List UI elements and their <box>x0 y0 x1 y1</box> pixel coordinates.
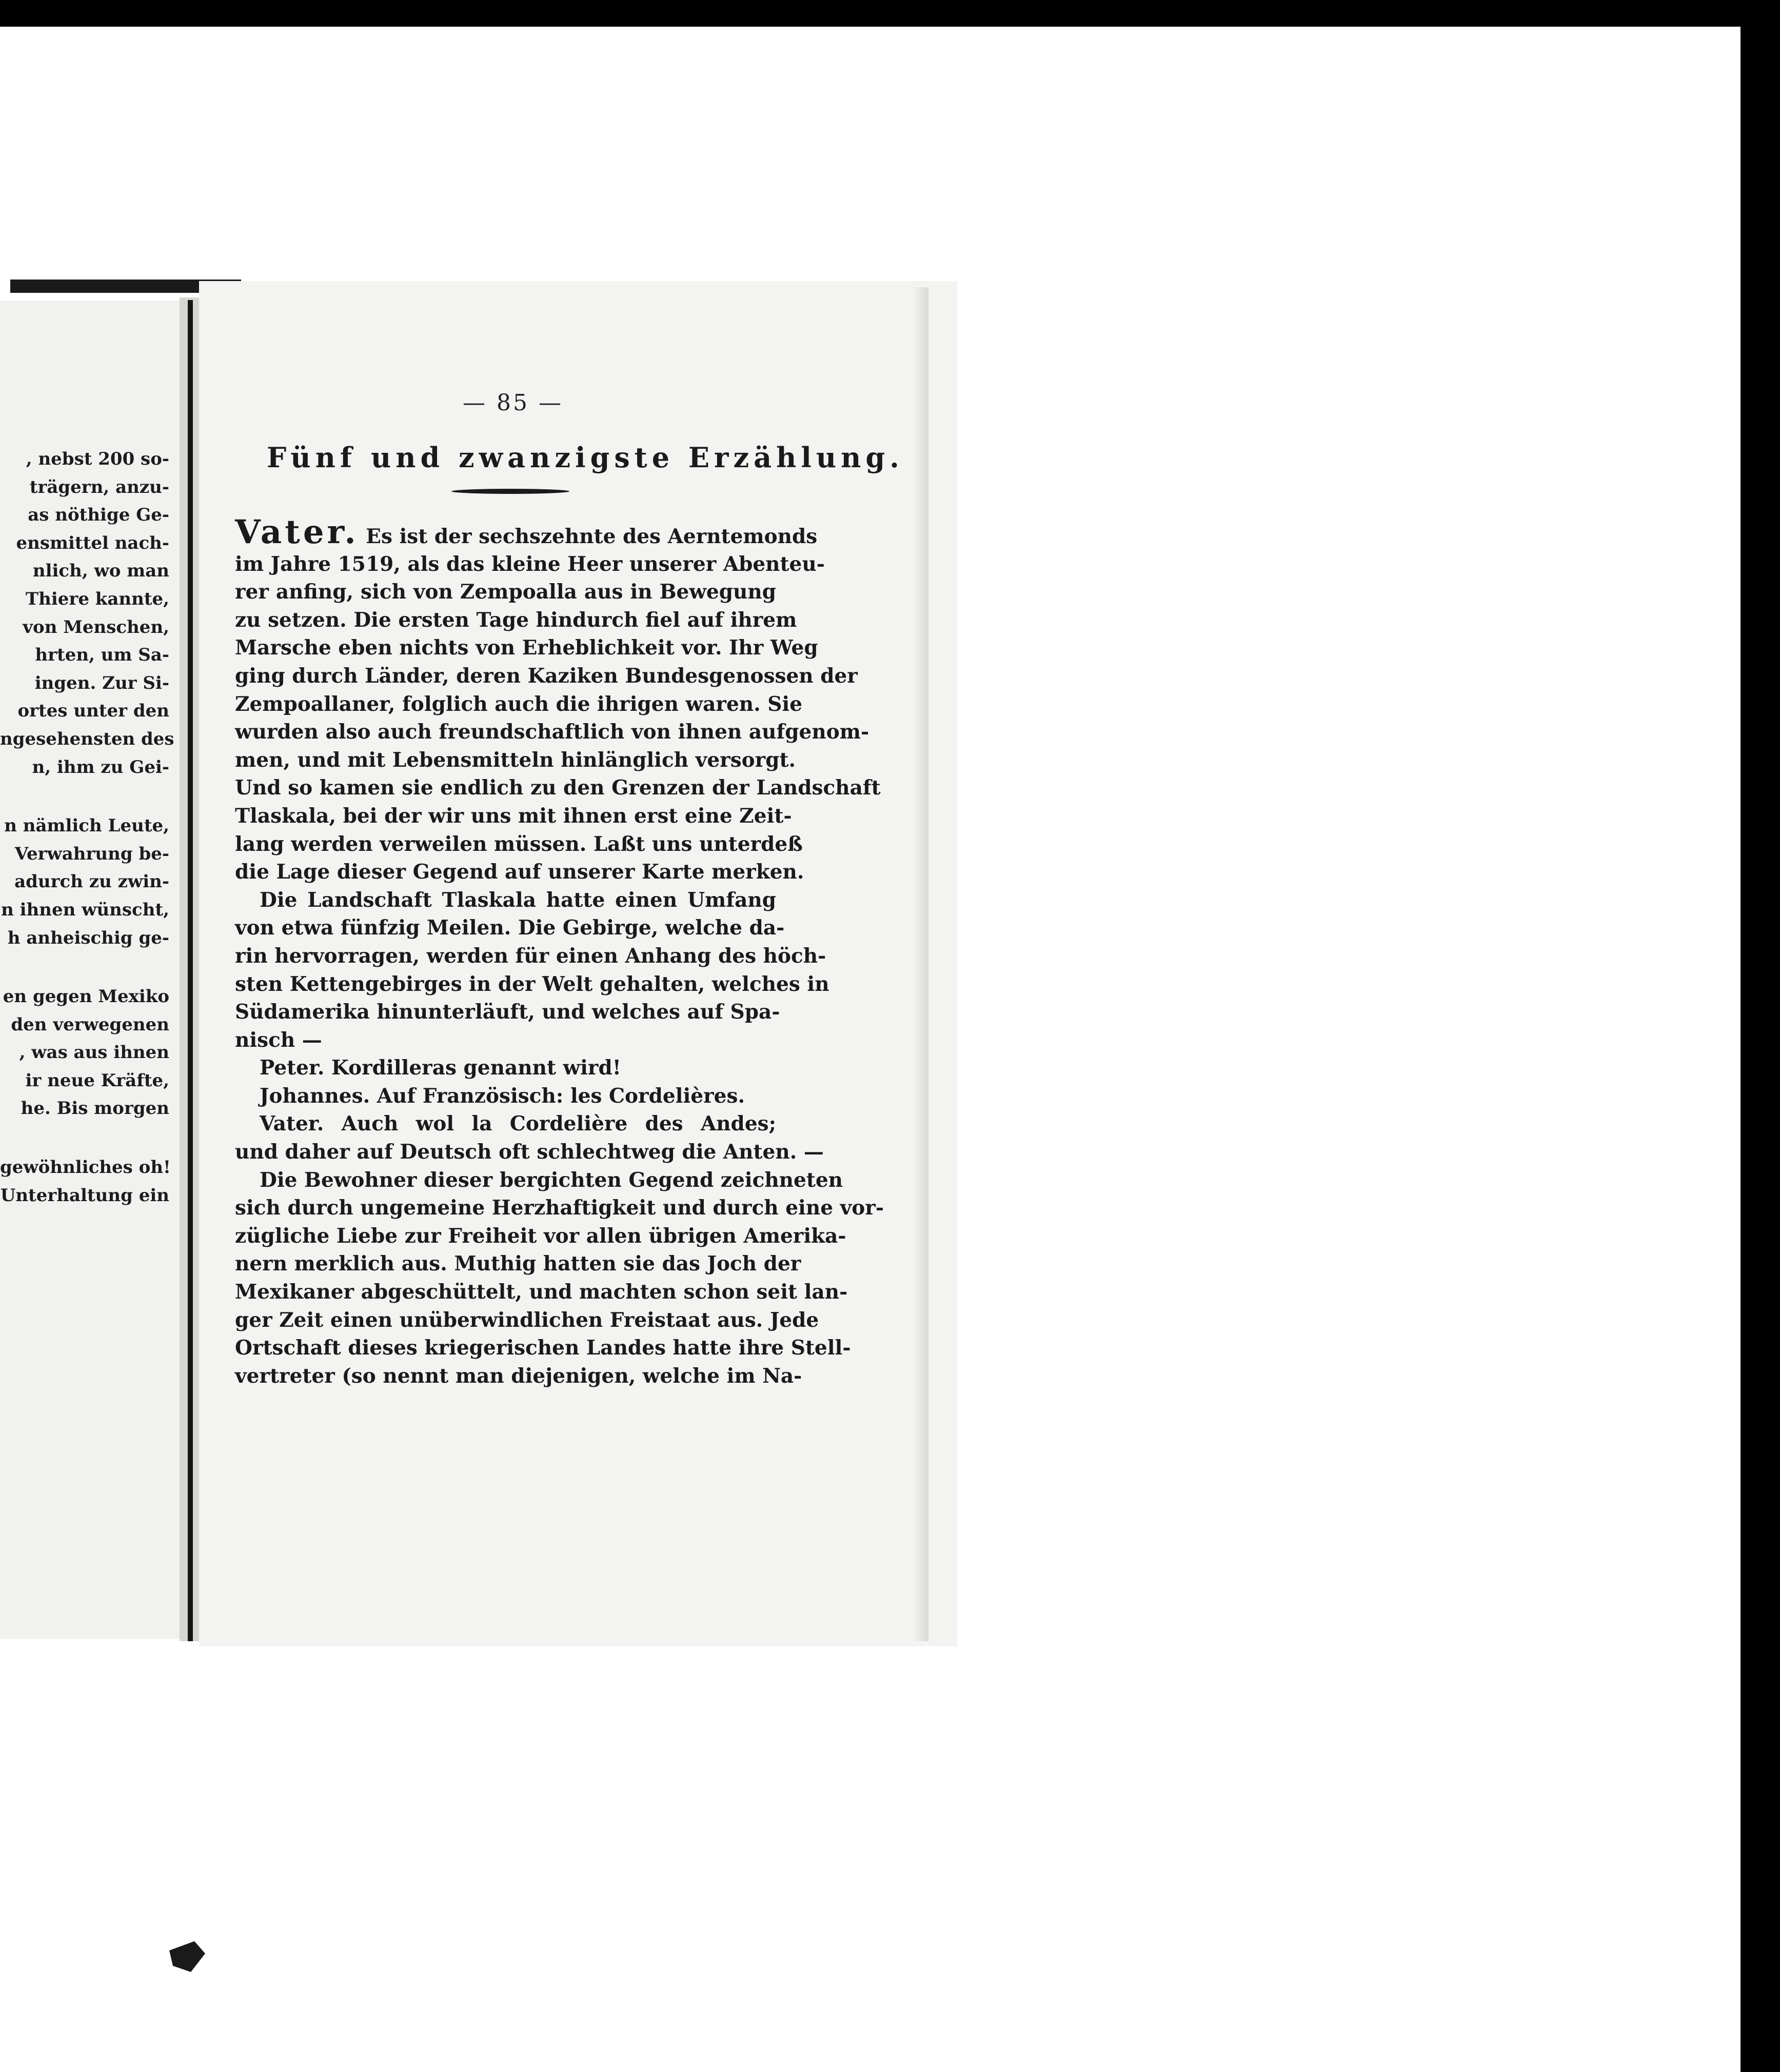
chapter-title: Fünf und zwanzigste Erzählung. <box>267 441 904 474</box>
text-line: Mexikaner abgeschüttelt, und machten schon seit lan- <box>235 1280 848 1304</box>
left-line: den verwegenen <box>11 1014 169 1035</box>
left-line: ensmittel nach- <box>16 532 169 553</box>
left-line: von Menschen, <box>23 616 169 637</box>
left-line: he. Bis morgen <box>21 1098 169 1119</box>
text-line: zügliche Liebe zur Freiheit vor allen übrigen Amerika- <box>235 1224 846 1248</box>
text-line: zu setzen. Die ersten Tage hindurch fiel auf ihrem <box>235 608 797 632</box>
page-number: — 85 — <box>463 390 563 416</box>
left-line: hrten, um Sa- <box>35 645 169 666</box>
text-line: und daher auf Deutsch oft schlechtweg die Anten. — <box>235 1140 824 1164</box>
left-page-text <box>0 445 174 1209</box>
text-line: nern merklich aus. Muthig hatten sie das Joch der <box>235 1252 801 1276</box>
scan-frame-edge <box>1741 27 1780 2072</box>
gutter-line <box>188 300 193 1641</box>
left-line: , nebst 200 so- <box>26 449 169 469</box>
text-line: rer anfing, sich von Zempoalla aus in Bewegung <box>235 580 776 604</box>
text-line: vertreter (so nennt man diejenigen, welche im Na- <box>235 1364 802 1388</box>
left-spacer <box>0 1123 169 1153</box>
left-line: Verwahrung be- <box>14 843 169 864</box>
left-line: ingen. Zur Si- <box>34 672 169 693</box>
text-line: Südamerika hinunterläuft, und welches auf Spa- <box>235 1000 780 1024</box>
text-line: Die Bewohner dieser bergichten Gegend zeichneten <box>260 1168 843 1192</box>
right-page-edge <box>913 287 928 1641</box>
left-line: , was aus ihnen <box>19 1042 169 1063</box>
left-line: n ihnen wünscht, <box>1 899 169 920</box>
text-line: wurden also auch freundschaftlich von ihnen aufgenom- <box>235 720 869 744</box>
page-body-text <box>235 513 884 1390</box>
left-page <box>0 301 180 1639</box>
text-line: Vater. Auch wol la Cordelière des Andes; <box>260 1112 776 1136</box>
left-line: trägern, anzu- <box>29 476 169 497</box>
text-line: nisch — <box>235 1028 322 1052</box>
text-line: Vater. Es ist der sechszehnte des Aerntemonds <box>235 513 818 551</box>
text-line: Johannes. Auf Französisch: les Cordelières. <box>260 1084 745 1108</box>
text-line: Zempoallaner, folglich auch die ihrigen waren. Sie <box>235 692 803 716</box>
left-line: nlich, wo man <box>32 561 169 582</box>
text-line: ging durch Länder, deren Kaziken Bundesgenossen der <box>235 664 858 688</box>
text-line: rin hervorragen, werden für einen Anhang des höch- <box>235 944 826 968</box>
speaker-label: Vater. <box>235 513 359 551</box>
left-line: ngesehensten des <box>0 728 174 749</box>
left-line: adurch zu zwin- <box>14 871 169 892</box>
text-line: sich durch ungemeine Herzhaftigkeit und durch eine vor- <box>235 1196 884 1220</box>
text-line: die Lage dieser Gegend auf unserer Karte merken. <box>235 860 804 884</box>
text-line: Und so kamen sie endlich zu den Grenzen der Landschaft <box>235 776 881 800</box>
left-line: as nöthige Ge- <box>28 505 169 526</box>
text-line: ger Zeit einen unüberwindlichen Freistaat aus. Jede <box>235 1308 819 1332</box>
text-line: men, und mit Lebensmitteln hinlänglich versorgt. <box>235 748 796 772</box>
left-line: h anheischig ge- <box>7 927 169 948</box>
title-ornament-rule <box>451 489 569 494</box>
left-line: en gegen Mexiko <box>3 986 169 1007</box>
left-line: n, ihm zu Gei- <box>32 756 169 778</box>
left-line: Thiere kannte, <box>25 588 169 609</box>
left-line: ir neue Kräfte, <box>25 1070 169 1091</box>
text-line: Peter. Kordilleras genannt wird! <box>260 1056 621 1080</box>
text-line: Tlaskala, bei der wir uns mit ihnen erst eine Zeit- <box>235 804 792 828</box>
text-line: Ortschaft dieses kriegerischen Landes hatte ihre Stell- <box>235 1336 851 1360</box>
text-line: im Jahre 1519, als das kleine Heer unserer Abenteu- <box>235 552 825 576</box>
left-spacer <box>0 781 169 812</box>
left-line: n nämlich Leute, <box>4 815 169 836</box>
text-line: Marsche eben nichts von Erheblichkeit vor. Ihr Weg <box>235 636 818 660</box>
left-line: Unterhaltung ein <box>0 1185 169 1206</box>
text-line: Die Landschaft Tlaskala hatte einen Umfang <box>260 888 776 912</box>
left-spacer <box>0 952 169 983</box>
text-line: von etwa fünfzig Meilen. Die Gebirge, welche da- <box>235 916 785 940</box>
text-line: lang werden verweilen müssen. Laßt uns unterdeß <box>235 832 803 856</box>
text-line: sten Kettengebirges in der Welt gehalten, welches in <box>235 972 829 996</box>
left-line: ortes unter den <box>17 701 169 722</box>
left-line: gewöhnliches oh! <box>0 1157 171 1178</box>
